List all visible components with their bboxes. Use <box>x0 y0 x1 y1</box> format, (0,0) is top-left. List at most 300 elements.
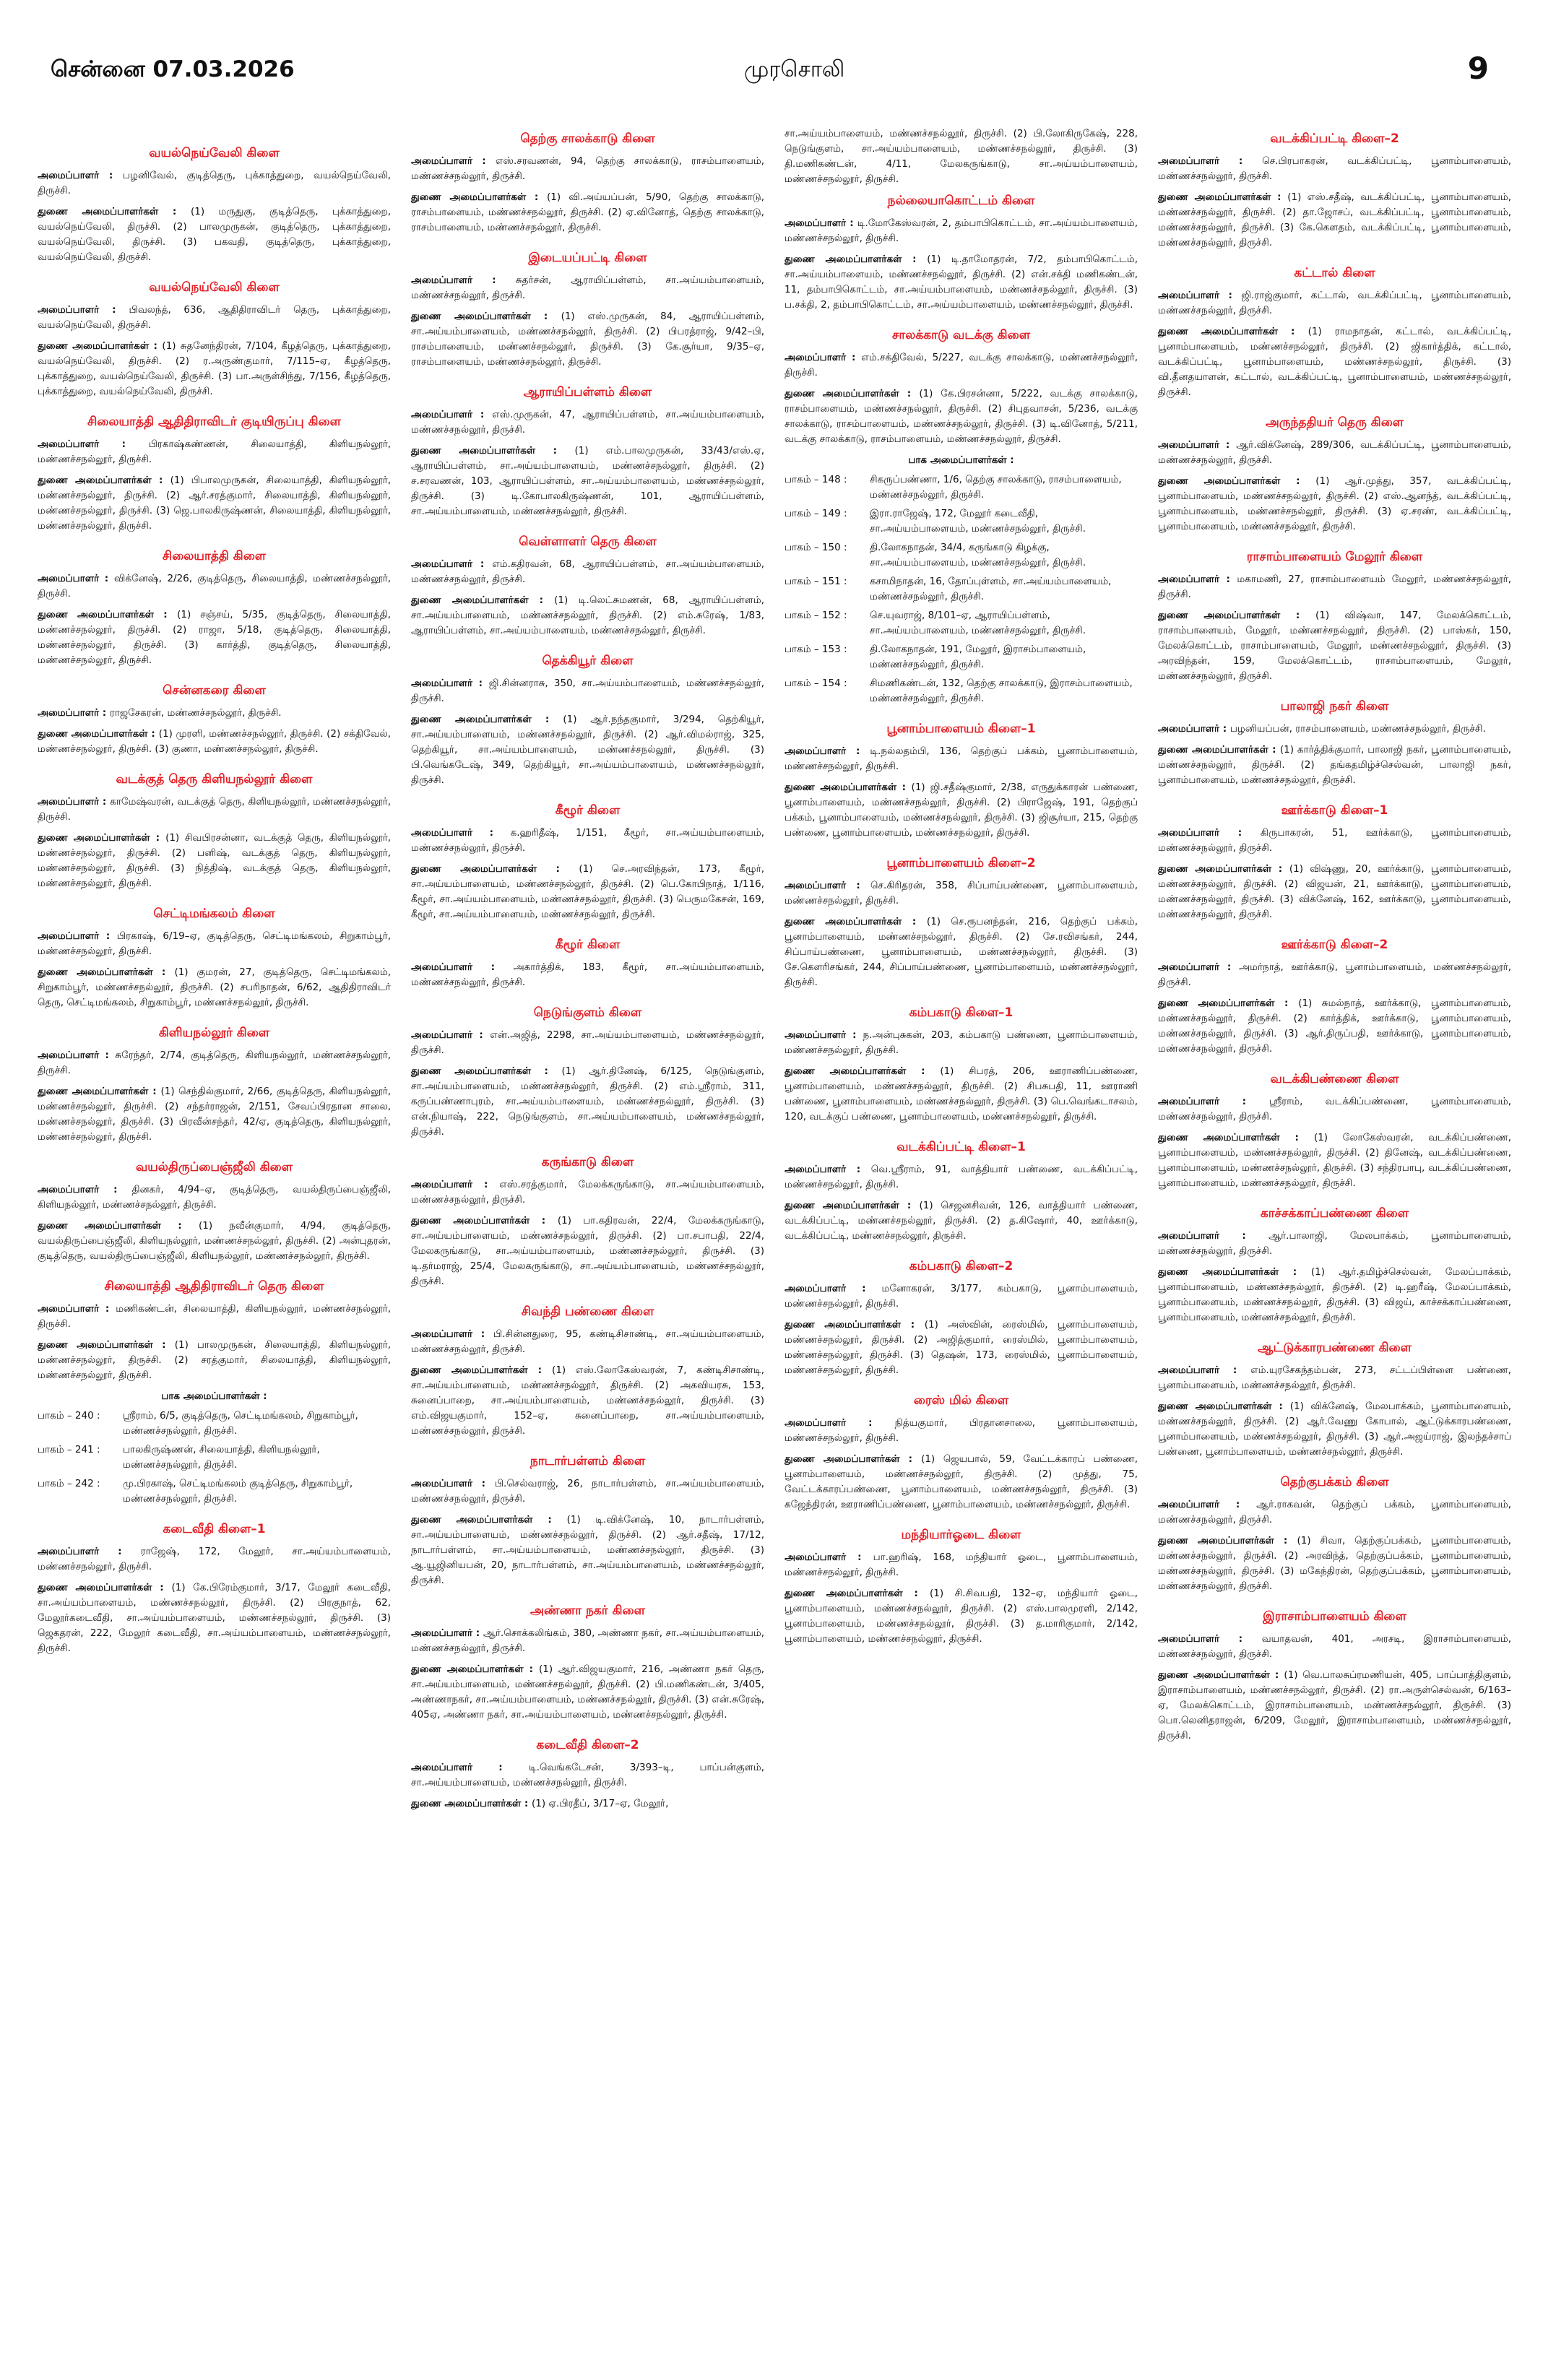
column-3 <box>785 126 1138 2373</box>
deputies-label: துணை அமைப்பாளர்கள் : <box>1158 191 1288 203</box>
branch-heading: இராசாம்பாளையம் கிளை <box>1263 1609 1406 1624</box>
branch-section <box>411 1603 764 1723</box>
branch-deputies: துணை அமைப்பாளர்கள் : (1) மருதுகு, குடித்தெரு, புக்காத்துறை, வயல்நெய்வேலி, திருச்சி. (2) பாலமுருகன், குடித்தெரு, புக்காத்துறை, வயல்நெய்வேலி, திருச்சி. (3) பகவதி, குடித்தெரு, புக்காத்துறை, வயல்நெய்வேலி, திருச்சி. <box>38 206 391 263</box>
branch-section <box>1158 698 1511 788</box>
deputies-label: துணை அமைப்பாளர்கள் : <box>411 1065 562 1077</box>
branch-heading: காச்சக்காப்பண்ணை கிளை <box>1260 1206 1409 1221</box>
deputies-label: துணை அமைப்பாளர்கள் : <box>411 1514 567 1526</box>
branch-deputies: துணை அமைப்பாளர்கள் : (1) ராமநாதன், கட்டால், வடக்கிப்பட்டி, பூனாம்பாளையம், மண்ணச்சநல்லூர், திருச்சி. (2) ஜிகார்த்திக், கட்டால், வடக்கிப்பட்டி, பூனாம்பாளையம், மண்ணச்சநல்லூர், திருச்சி. (3) வி.தீனதயாளன், கட்டால், வடக்கிப்பட்டி, பூனாம்பாளையம், மண்ணச்சநல்லூர், திருச்சி. <box>1158 326 1511 398</box>
deputies-label: துணை அமைப்பாளர்கள் : <box>1158 744 1280 756</box>
branch-section <box>1158 1340 1511 1460</box>
branch-deputies: துணை அமைப்பாளர்கள் : (1) கே.பிரேம்குமார், 3/17, மேலூர் கடைவீதி, சா.அய்யம்பாளையம், மண்ணச்சநல்லூர், திருச்சி. (2) பிரகுநாத், 62, மேலூர்கடைவீதி, சா.அய்யம்பாளையம், மண்ணச்சநல்லூர், திருச்சி. (3) ஜெகதரன், 222, மேலூர் கடைவீதி, சா.அய்யம்பாளையம், மண்ணச்சநல்லூர், திருச்சி. <box>38 1582 391 1654</box>
branch-heading: கடைவீதி கிளை–1 <box>163 1522 266 1536</box>
branch-leader: அமைப்பாளர் : ஆர்.விக்னேஷ், 289/306, வடக்கிப்பட்டி, பூனாம்பாளையம், மண்ணச்சநல்லூர், திருச்சி. <box>1158 439 1511 466</box>
pk-number: பாகம் – 151 : <box>785 576 847 587</box>
branch-deputies: துணை அமைப்பாளர்கள் : (1) பா.கதிரவன், 22/4, மேலக்கருங்காடு, சா.அய்யம்பாளையம், மண்ணச்சநல்லூர், திருச்சி. (2) பா.சபாபதி, 22/4, மேலகருங்காடு, சா.அய்யம்பாளையம், மண்ணச்சநல்லூர், திருச்சி. (3) டி.தர்மராஜ், 25/4, மேலகருங்காடு, சா.அய்யம்பாளையம், மண்ணச்சநல்லூர், திருச்சி. <box>411 1215 764 1287</box>
branch-deputies: துணை அமைப்பாளர்கள் : (1) ஜி.சதீஷ்குமார், 2/38, எருதுக்காரன் பண்ணை, பூனாம்பாளையம், மண்ணச்சநல்லூர், திருச்சி. (2) பிராஜேஷ், 191, தெற்குப் பக்கம், பூனாம்பாளையம், மண்ணச்சநல்லூர், திருச்சி. (3) ஜிசூர்யா, 215, தெற்கு பண்ணை, பூனாம்பாளையம், மண்ணச்சநல்லூர், திருச்சி. <box>785 782 1138 839</box>
leader-label: அமைப்பாளர் : <box>1158 439 1237 451</box>
branch-deputies: துணை அமைப்பாளர்கள் : (1) சிவா, தெற்குப்பக்கம், பூனாம்பாளையம், மண்ணச்சநல்லூர், திருச்சி. (2) அரவிந்த், தெற்குப்பக்கம், பூனாம்பாளையம், மண்ணச்சநல்லூர், திருச்சி. (3) மகேந்திரன், தெற்குப்பக்கம், பூனாம்பாளையம், மண்ணச்சநல்லூர், திருச்சி. <box>1158 1535 1511 1592</box>
leader-label: அமைப்பாளர் : <box>38 1050 116 1061</box>
branch-deputies: துணை அமைப்பாளர்கள் : (1) லோகேஸ்வரன், வடக்கிப்பண்ணை, பூனாம்பாளையம், மண்ணச்சநல்லூர், திருச்சி. (2) தினேஷ், வடக்கிப்பண்ணை, பூனாம்பாளையம், மண்ணச்சநல்லூர், திருச்சி. (3) சந்திரபாபு, வடக்கிப்பண்ணை, பூனாம்பாளையம், மண்ணச்சநல்லூர், திருச்சி. <box>1158 1132 1511 1189</box>
leader-label: அமைப்பாளர் : <box>1158 1230 1269 1242</box>
leader-label: அமைப்பாளர் : <box>38 1184 132 1195</box>
pk-number: பாகம் – 241 : <box>38 1444 100 1455</box>
pk-number: பாகம் – 149 : <box>785 508 847 519</box>
branch-section <box>785 193 1138 313</box>
branch-heading: வடக்கிப்பட்டி கிளை–2 <box>1270 131 1399 146</box>
branch-leader: அமைப்பாளர் : க.ஹரிதீஷ், 1/151, கீழூர், சா.அய்யம்பாளையம், மண்ணச்சநல்லூர், திருச்சி. <box>411 827 764 854</box>
branch-deputies: துணை அமைப்பாளர்கள் : (1) குமரன், 27, குடித்தெரு, செட்டிமங்கலம், சிறுகாம்பூர், மண்ணச்சநல்லூர், திருச்சி. (2) சபரிநாதன், 6/62, ஆதிதிராவிடர் தெரு, செட்டிமங்கலம், சிறுகாம்பூர், மண்ணச்சநல்லூர், திருச்சி. <box>38 966 391 1008</box>
leader-label: அமைப்பாளர் : <box>1158 827 1261 839</box>
pk-row <box>785 608 1138 639</box>
branch-section <box>38 548 391 668</box>
branch-leader: அமைப்பாளர் : பிரகாஷ்கண்ணன், சிலையாத்தி, கிளியநல்லூர், மண்ணச்சநல்லூர், திருச்சி. <box>38 438 391 465</box>
branch-deputies: துணை அமைப்பாளர்கள் : (1) ஆர்.விஜயகுமார், 216, அண்ணா நகர் தெரு, சா.அய்யம்பாளையம், மண்ணச்சநல்லூர், திருச்சி. (2) பி.மணிகண்டன், 3/405, அண்ணாநகர், சா.அய்யம்பாளையம், மண்ணச்சநல்லூர், திருச்சி. (3) என்.சுரேஷ், 405ஏ, அண்ணா நகர், சா.அய்யம்பாளையம், மண்ணச்சநல்லூர், திருச்சி. <box>411 1663 764 1721</box>
branch-heading: பாலாஜி நகர் கிளை <box>1280 699 1389 714</box>
branch-heading: கிளியநல்லூர் கிளை <box>158 1026 270 1040</box>
newspaper-name: முரசொலி <box>744 56 845 82</box>
deputies-label: துணை அமைப்பாளர்கள் : <box>785 782 912 793</box>
branch-leader: அமைப்பாளர் : அகார்த்திக், 183, கீழூர், சா.அய்யம்பாளையம், மண்ணச்சநல்லூர், திருச்சி. <box>411 961 764 988</box>
branch-heading: நெடுங்குளம் கிளை <box>533 1005 642 1020</box>
branch-leader: அமைப்பாளர் : ஆர்.பாலாஜி, மேலபாக்கம், பூனாம்பாளையம், மண்ணச்சநல்லூர், திருச்சி. <box>1158 1230 1511 1257</box>
deputies-label: துணை அமைப்பாளர்கள் : <box>411 311 561 322</box>
branch-deputies: துணை அமைப்பாளர்கள் : (1) விஷ்ணு, 20, ஊர்க்காடு, பூனாம்பாளையம், மண்ணச்சநல்லூர், திருச்சி. (2) விஜயன், 21, ஊர்க்காடு, பூனாம்பாளையம், மண்ணச்சநல்லூர், திருச்சி. (3) விக்னேஷ், 162, ஊர்க்காடு, பூனாம்பாளையம், மண்ணச்சநல்லூர், திருச்சி. <box>1158 863 1511 920</box>
branch-section <box>38 771 391 891</box>
leader-label: அமைப்பாளர் : <box>785 1029 863 1041</box>
leader-label: அமைப்பாளர் : <box>1158 723 1230 735</box>
branch-section <box>411 384 764 519</box>
branch-heading: கீழூர் கிளை <box>555 938 621 952</box>
pk-address: ஸ்ரீராம், 6/5, குடித்தெரு, செட்டிமங்கலம், சிறுகாம்பூர், மண்ணச்சநல்லூர், திருச்சி. <box>123 1410 358 1437</box>
branch-leader: அமைப்பாளர் : பிவலந்த், 636, ஆதிதிராவிடர் தெரு, புக்காத்துறை, வயல்நெய்வேலி, திருச்சி. <box>38 304 391 331</box>
leader-label: அமைப்பாளர் : <box>785 1283 882 1294</box>
deputies-label: துணை அமைப்பாளர்கள் : <box>1158 1669 1284 1681</box>
branch-heading: வயல்திருப்பைஞ்ஜீலி கிளை <box>135 1160 293 1174</box>
deputies-label: துணை அமைப்பாளர்கள் : <box>38 1582 172 1593</box>
leader-label: அமைப்பாளர் : <box>1158 1096 1269 1107</box>
branch-heading: மந்தியார்ஓடை கிளை <box>901 1528 1021 1542</box>
branch-leader: அமைப்பாளர் : மணிகண்டன், சிலையாத்தி, கிளியநல்லூர், மண்ணச்சநல்லூர், திருச்சி. <box>38 1303 391 1330</box>
branch-deputies: துணை அமைப்பாளர்கள் : (1) சி.சிவபதி, 132–ஏ, மந்தியார் ஓடை, பூனாம்பாளையம், மண்ணச்சநல்லூர், திருச்சி. (2) எஸ்.பாலமுரளி, 2/142, பூனாம்பாளையம், மண்ணச்சநல்லூர், திருச்சி. (3) த.மாரிகுமார், 2/142, பூனாம்பாளையம், மண்ணச்சநல்லூர், திருச்சி. <box>785 1588 1138 1645</box>
leader-label: அமைப்பாளர் : <box>411 1179 500 1190</box>
pk-number: பாகம் – 242 : <box>38 1478 100 1489</box>
edition-date: சென்னை 07.03.2026 <box>51 56 295 82</box>
branch-leader: அமைப்பாளர் : ராஜேஷ், 172, மேலூர், சா.அய்யம்பாளையம், மண்ணச்சநல்லூர், திருச்சி. <box>38 1546 391 1572</box>
continued-text: சா.அய்யம்பாளையம், மண்ணச்சநல்லூர், திருச்சி. (2) பி.லோகிருகேஷ், 228, நெடுங்குளம், சா.அய்யம்பாளையம், மண்ணச்சநல்லூர், திருச்சி. (3) தி.மணிகண்டன், 4/11, மேலகருங்காடு, சா.அய்யம்பாளையம், மண்ணச்சநல்லூர், திருச்சி. <box>785 128 1138 185</box>
branch-heading: ஆராயிப்பள்ளம் கிளை <box>523 385 652 399</box>
deputies-label: துணை அமைப்பாளர்கள் : <box>38 1086 161 1097</box>
branch-deputies: துணை அமைப்பாளர்கள் : (1) ஏ.பிரதீப், 3/17–ஏ, மேலூர், <box>411 1798 669 1809</box>
branch-heading: கடைவீதி கிளை–2 <box>536 1738 639 1752</box>
pk-number: பாகம் – 152 : <box>785 610 847 621</box>
pk-row <box>38 1476 391 1507</box>
branch-section <box>38 145 391 265</box>
branch-section <box>38 1159 391 1264</box>
pk-row <box>785 676 1138 706</box>
pk-row <box>38 1408 391 1439</box>
branch-section <box>785 721 1138 841</box>
branch-section <box>38 1025 391 1145</box>
branch-heading: வயல்நெய்வேலி கிளை <box>149 280 280 295</box>
branch-deputies: துணை அமைப்பாளர்கள் : (1) விக்னேஷ், மேலபாக்கம், பூனாம்பாளையம், மண்ணச்சநல்லூர், திருச்சி. (2) ஆர்.வேணு கோபால், ஆட்டுக்காரபண்ணை, பூனாம்பாளையம், மண்ணச்சநல்லூர், திருச்சி. (3) ஆர்.அஜய்ராஜ், இலந்தச்சாப் பண்ணை, பூனாம்பாளையம், மண்ணச்சநல்லூர், திருச்சி. <box>1158 1401 1511 1458</box>
leader-label: அமைப்பாளர் : <box>1158 1364 1251 1376</box>
page-number: 9 <box>1467 51 1489 86</box>
leader-label: அமைப்பாளர் : <box>38 796 111 808</box>
branch-heading: ராசாம்பாளையம் மேலூர் கிளை <box>1246 550 1423 564</box>
leader-label: அமைப்பாளர் : <box>411 1328 493 1340</box>
branch-section <box>411 250 764 370</box>
deputies-label: துணை அமைப்பாளர்கள் : <box>1158 863 1289 875</box>
branch-heading: சிவந்தி பண்ணை கிளை <box>521 1304 654 1319</box>
branch-leader: அமைப்பாளர் : எஸ்.சரத்குமார், மேலக்கருங்காடு, சா.அய்யம்பாளையம், மண்ணச்சநல்லூர், திருச்சி. <box>411 1179 764 1206</box>
deputies-label: துணை அமைப்பாளர்கள் : <box>785 916 927 927</box>
branch-deputies: துணை அமைப்பாளர்கள் : (1) எஸ்.லோகேஸ்வரன், 7, கண்டிசிசாண்டி, சா.அய்யம்பாளையம், மண்ணச்சநல்லூர், திருச்சி. (2) அகவியரசு, 153, சுனைப்பாறை, சா.அய்யம்பாளையம், மண்ணச்சநல்லூர், திருச்சி. (3) எம்.விஜயகுமார், 152–ஏ, சுனைப்பாறை, சா.அய்யம்பாளையம், மண்ணச்சநல்லூர், திருச்சி. <box>411 1364 764 1437</box>
branch-leader: அமைப்பாளர் : விக்னேஷ், 2/26, குடித்தெரு, சிலையாத்தி, மண்ணச்சநல்லூர், திருச்சி. <box>38 573 391 600</box>
branch-deputies: துணை அமைப்பாளர்கள் : (1) செந்தில்குமார், 2/66, குடித்தெரு, கிளியநல்லூர், மண்ணச்சநல்லூர், திருச்சி. (2) சந்தர்ராஜன், 2/151, சேவப்பிரதான சாலை, மண்ணச்சநல்லூர், திருச்சி. (3) பிரவீன்சந்தர், 42/ஏ, குடித்தெரு, கிளியநல்லூர், மண்ணச்சநல்லூர், திருச்சி. <box>38 1086 391 1143</box>
branch-section <box>1158 802 1511 922</box>
deputies-label: துணை அமைப்பாளர்கள் : <box>38 966 175 978</box>
branch-deputies: துணை அமைப்பாளர்கள் : (1) ஜெயபால், 59, வேட்டக்காரப் பண்ணை, பூனாம்பாளையம், மண்ணச்சநல்லூர், திருச்சி. (2) முத்து, 75, வேட்டக்காரப்பண்ணை, பூனாம்பாளையம், மண்ணச்சநல்லூர், திருச்சி. (3) கஜேந்திரன், ஊராணிப்பண்ணை, பூனாம்பாளையம், மண்ணச்சநல்லூர், திருச்சி. <box>785 1453 1138 1510</box>
leader-label: அமைப்பாளர் : <box>38 707 110 719</box>
branch-deputies: துணை அமைப்பாளர்கள் : (1) ஆர்.முத்து, 357, வடக்கிப்பட்டி, பூனாம்பாளையம், மண்ணச்சநல்லூர், திருச்சி. (2) எஸ்.ஆனந்த், வடக்கிப்பட்டி, பூனாம்பாளையம், மண்ணச்சநல்லூர், திருச்சி. (3) ஏ.சரண், வடக்கிப்பட்டி, பூனாம்பாளையம், மண்ணச்சநல்லூர், திருச்சி. <box>1158 475 1511 532</box>
branch-deputies: துணை அமைப்பாளர்கள் : (1) சஞ்சய், 5/35, குடித்தெரு, சிலையாத்தி, மண்ணச்சநல்லூர், திருச்சி. (2) ராஜா, 5/18, குடித்தெரு, சிலையாத்தி, மண்ணச்சநல்லூர், திருச்சி. (3) கார்த்தி, குடித்தெரு, சிலையாத்தி, மண்ணச்சநல்லூர், திருச்சி. <box>38 609 391 666</box>
branch-leader: அமைப்பாளர் : எம்.சக்திவேல், 5/227, வடக்கு சாலக்காடு, மண்ணச்சநல்லூர், திருச்சி. <box>785 352 1138 378</box>
pk-address: பாலகிருஷ்ணன், சிலையாத்தி, கிளியநல்லூர், மண்ணச்சநல்லூர், திருச்சி. <box>123 1444 320 1471</box>
leader-label: அமைப்பாளர் : <box>1158 961 1240 973</box>
pk-address: கசாமிநாதன், 16, தோப்புள்ளம், சா.அய்யம்பாளையம், மண்ணச்சநல்லூர், திருச்சி. <box>870 576 1112 602</box>
pk-heading: பாக அமைப்பாளர்கள் : <box>908 454 1014 466</box>
deputies-label: துணை அமைப்பாளர்கள் : <box>1158 475 1316 487</box>
branch-leader: அமைப்பாளர் : டி.நல்லதம்பி, 136, தெற்குப் பக்கம், பூனாம்பாளையம், மண்ணச்சநல்லூர், திருச்சி. <box>785 745 1138 772</box>
pk-row <box>785 642 1138 672</box>
branch-deputies: துணை அமைப்பாளர்கள் : (1) செ.அரவிந்தன், 173, கீழூர், சா.அய்யம்பாளையம், மண்ணச்சநல்லூர், திருச்சி. (2) பெ.கோபிநாத், 1/116, கீழூர், சா.அய்யம்பாளையம், மண்ணச்சநல்லூர், திருச்சி. (3) பெருமகேசன், 169, கீழூர், சா.அய்யம்பாளையம், மண்ணச்சநல்லூர், திருச்சி. <box>411 863 764 920</box>
branch-leader: அமைப்பாளர் : ராஜசேகரன், மண்ணச்சநல்லூர், திருச்சி. <box>38 707 282 719</box>
branch-deputies: துணை அமைப்பாளர்கள் : (1) ஆர்.தமிழ்ச்செல்வன், மேலப்பாக்கம், பூனாம்பாளையம், மண்ணச்சநல்லூர், திருச்சி. (2) டி.ஹரீஷ், மேலப்பாக்கம், பூனாம்பாளையம், மண்ணச்சநல்லூர், திருச்சி. (3) விஜய், காச்சக்காப்பண்ணை, பூனாம்பாளையம், மண்ணச்சநல்லூர், திருச்சி. <box>1158 1266 1511 1323</box>
deputies-label: துணை அமைப்பாளர்கள் : <box>411 594 555 606</box>
pk-number: பாகம் – 148 : <box>785 474 847 485</box>
branch-heading: கீழூர் கிளை <box>555 803 621 818</box>
leader-label: அமைப்பாளர் : <box>785 1417 895 1429</box>
leader-label: அமைப்பாளர் : <box>1158 155 1263 167</box>
branch-section <box>785 327 1138 706</box>
branch-leader: அமைப்பாளர் : வயாதவன், 401, அரசடி, இராசாம்பாளையம், மண்ணச்சநல்லூர், திருச்சி. <box>1158 1633 1511 1660</box>
branch-deputies: துணை அமைப்பாளர்கள் : (1) சுதனேந்திரன், 7/104, கீழத்தெரு, புக்காத்துறை, வயல்நெய்வேலி, திருச்சி. (2) ர.அருண்குமார், 7/115–ஏ, கீழத்தெரு, புக்காத்துறை, வயல்நெய்வேலி, திருச்சி. (3) பா.அருள்சிந்து, 7/156, கீழத்தெரு, புக்காத்துறை, வயல்நெய்வேலி, திருச்சி. <box>38 340 391 397</box>
column-4 <box>1158 126 1511 2373</box>
branch-section <box>411 1304 764 1439</box>
branch-deputies: துணை அமைப்பாளர்கள் : (1) செ.ரூபனந்தன், 216, தெற்குப் பக்கம், பூனாம்பாளையம், மண்ணச்சநல்லூர், திருச்சி. (2) சே.ரவிசங்கர், 244, சிப்பாய்பண்ணை, பூனாம்பாளையம், மண்ணச்சநல்லூர், திருச்சி. (3) சே.கௌரிசங்கர், 244, சிப்பாய்பண்ணை, பூனாம்பாளையம், மண்ணச்சநல்லூர், திருச்சி. <box>785 916 1138 988</box>
deputies-label: துணை அமைப்பாளர்கள் : <box>411 1663 540 1675</box>
branch-leader: அமைப்பாளர் : செ.கிரிதரன், 358, சிப்பாய்பண்ணை, பூனாம்பாளையம், மண்ணச்சநல்லூர், திருச்சி. <box>785 880 1138 906</box>
branch-heading: நாடார்பள்ளம் கிளை <box>530 1454 646 1468</box>
branch-section <box>785 1393 1138 1513</box>
deputies-label: துணை அமைப்பாளர்கள் : <box>785 1065 941 1077</box>
deputies-label: துணை அமைப்பாளர்கள் : <box>38 609 178 620</box>
branch-leader: அமைப்பாளர் : பிரகாஷ், 6/19–ஏ, குடித்தெரு, செட்டிமங்கலம், சிறுகாம்பூர், மண்ணச்சநல்லூர், திருச்சி. <box>38 930 391 957</box>
deputies-label: துணை அமைப்பாளர்கள் : <box>1158 1535 1297 1546</box>
branch-heading: பூனாம்பாளையம் கிளை–2 <box>886 856 1036 870</box>
deputies-label: துணை அமைப்பாளர்கள் : <box>411 714 563 725</box>
pk-address: இரா.ராஜேஷ், 172, மேலூர் கடைவீதி, சா.அய்யம்பாளையம், மண்ணச்சநல்லூர், திருச்சி. <box>870 508 1086 535</box>
pk-address: செ.யுவராஜ், 8/101–ஏ, ஆராயிப்பள்ளம், சா.அய்யம்பாளையம், மண்ணச்சநல்லூர், திருச்சி. <box>870 610 1086 636</box>
branch-deputies: துணை அமைப்பாளர்கள் : (1) எஸ்.முருகன், 84, ஆராயிப்பள்ளம், சா.அய்யம்பாளையம், மண்ணச்சநல்லூர், திருச்சி. (2) பிபரத்ராஜ், 9/42–பி, ராசம்பாளையம், மண்ணச்சநல்லூர், திருச்சி. (3) கே.சூர்யா, 9/35–ஏ, ராசம்பாளையம், மண்ணச்சநல்லூர், திருச்சி. <box>411 311 764 368</box>
leader-label: அமைப்பாளர் : <box>411 678 489 689</box>
branch-section <box>1158 549 1511 684</box>
branch-section <box>1158 265 1511 400</box>
branch-section <box>38 1521 391 1656</box>
deputies-label: துணை அமைப்பாளர்கள் : <box>38 475 170 486</box>
leader-label: அமைப்பாளர் : <box>411 1762 529 1773</box>
pk-number: பாகம் – 153 : <box>785 644 847 655</box>
branch-deputies: துணை அமைப்பாளர்கள் : (1) முரளி, மண்ணச்சநல்லூர், திருச்சி. (2) சக்திவேல், மண்ணச்சநல்லூர், திருச்சி. (3) குணா, மண்ணச்சநல்லூர், திருச்சி. <box>38 728 391 755</box>
branch-leader: அமைப்பாளர் : எஸ்.சரவணன், 94, தெற்கு சாலக்காடு, ராசம்பாளையம், மண்ணச்சநல்லூர், திருச்சி. <box>411 155 764 182</box>
leader-label: அமைப்பாளர் : <box>1158 574 1237 585</box>
branch-deputies: துணை அமைப்பாளர்கள் : (1) கே.பிரசன்னா, 5/222, வடக்கு சாலக்காடு, ராசம்பாளையம், மண்ணச்சநல்லூர், திருச்சி. (2) சிபுதவாசன், 5/236, வடக்கு சாலக்காடு, ராசம்பாளையம், மண்ணச்சநல்லூர், திருச்சி. (3) டி.வினோத், 5/211, வடக்கு சாலக்காடு, ராசம்பாளையம், மண்ணச்சநல்லூர், திருச்சி. <box>785 388 1138 445</box>
deputies-label: துணை அமைப்பாளர்கள் : <box>1158 1401 1290 1412</box>
branch-heading: அண்ணா நகர் கிளை <box>530 1604 645 1618</box>
branch-leader: அமைப்பாளர் : ஸ்ரீராம், வடக்கிப்பண்ணை, பூனாம்பாளையம், மண்ணச்சநல்லூர், திருச்சி. <box>1158 1096 1511 1122</box>
branch-leader: அமைப்பாளர் : ஆர்.ராகவன், தெற்குப் பக்கம், பூனாம்பாளையம், மண்ணச்சநல்லூர், திருச்சி. <box>1158 1499 1511 1526</box>
deputies-label: துணை அமைப்பாளர்கள் : <box>411 1215 558 1226</box>
column-2 <box>411 126 764 2373</box>
leader-label: அமைப்பாளர் : <box>411 274 516 286</box>
branch-heading: வயல்நெய்வேலி கிளை <box>149 146 280 160</box>
pk-row <box>785 574 1138 605</box>
branch-leader: அமைப்பாளர் : காமேஷ்வரன், வடக்குத் தெரு, கிளியநல்லூர், மண்ணச்சநல்லூர், திருச்சி. <box>38 796 391 823</box>
branch-section <box>785 1527 1138 1647</box>
deputies-label: துணை அமைப்பாளர்கள் : <box>1158 610 1316 621</box>
leader-label: அமைப்பாளர் : <box>38 438 149 450</box>
branch-section <box>411 1005 764 1140</box>
pk-address: சிகருப்பண்ணா, 1/6, தெற்கு சாலக்காடு, ராசம்பாளையம், மண்ணச்சநல்லூர், திருச்சி. <box>870 474 1122 501</box>
deputies-label: துணை அமைப்பாளர்கள் : <box>38 1339 175 1351</box>
branch-leader: அமைப்பாளர் : ந.அன்புசுகன், 203, கம்பகாடு பண்ணை, பூனாம்பாளையம், மண்ணச்சநல்லூர், திருச்சி. <box>785 1029 1138 1056</box>
branch-heading: கருங்காடு கிளை <box>541 1155 634 1169</box>
branch-deputies: துணை அமைப்பாளர்கள் : (1) எம்.பாலமுருகன், 33/43/எஸ்.ஏ, ஆராயிப்பள்ளம், சா.அய்யம்பாளையம், மண்ணச்சநல்லூர், திருச்சி. (2) ச.சரவணன், 103, ஆராயிப்பள்ளம், சா.அய்யம்பாளையம், மண்ணச்சநல்லூர், திருச்சி. (3) டி.கோபாலகிருஷ்ணன், 101, ஆராயிப்பள்ளம், சா.அய்யம்பாளையம், மண்ணச்சநல்லூர், திருச்சி. <box>411 445 764 517</box>
branch-leader: அமைப்பாளர் : நித்யகுமார், பிரதானசாலை, பூனாம்பாளையம், மண்ணச்சநல்லூர், திருச்சி. <box>785 1417 1138 1444</box>
branch-section <box>785 1258 1138 1378</box>
branch-deputies: துணை அமைப்பாளர்கள் : (1) டி.தாமோதரன், 7/2, தம்பாபிகொட்டம், சா.அய்யம்பாளையம், மண்ணச்சநல்லூர், திருச்சி. (2) என்.சக்தி மணிகண்டன், 11, தம்பாபிகொட்டம், சா.அய்யம்பாளையம், மண்ணச்சநல்லூர், திருச்சி. (3) ப.சக்தி, 2, தம்பாபிகொட்டம், சா.அய்யம்பாளையம், மண்ணச்சநல்லூர், திருச்சி. <box>785 254 1138 311</box>
branch-section <box>1158 1206 1511 1325</box>
pk-heading: பாக அமைப்பாளர்கள் : <box>161 1390 267 1402</box>
branch-section <box>1158 415 1511 535</box>
masthead <box>0 0 1543 87</box>
branch-leader: அமைப்பாளர் : தினகர், 4/94–ஏ, குடித்தெரு, வயல்திருப்பைஞ்ஜீலி, கிளியநல்லூர், மண்ணச்சநல்லூர், திருச்சி. <box>38 1184 391 1211</box>
branch-heading: தெற்குபக்கம் கிளை <box>1280 1475 1389 1489</box>
branch-leader: அமைப்பாளர் : ஆர்.சொக்கலிங்கம், 380, அண்ணா நகர், சா.அய்யம்பாளையம், மண்ணச்சநல்லூர், திருச்சி. <box>411 1627 764 1654</box>
leader-label: அமைப்பாளர் : <box>38 1546 141 1557</box>
branch-heading: சிலையாத்தி ஆதிதிராவிடர் தெரு கிளை <box>104 1279 324 1294</box>
branch-heading: சாலக்காடு வடக்கு கிளை <box>891 328 1031 342</box>
branch-heading: கட்டால் கிளை <box>1294 266 1375 280</box>
branch-leader: அமைப்பாளர் : மனோகரன், 3/177, கம்பகாடு, பூனாம்பாளையம், மண்ணச்சநல்லூர், திருச்சி. <box>785 1283 1138 1310</box>
branch-heading: வடக்கிப்பட்டி கிளை–1 <box>896 1140 1026 1154</box>
branch-section <box>38 280 391 399</box>
branch-deputies: துணை அமைப்பாளர்கள் : (1) டி.லெட்சுமணன், 68, ஆராயிப்பள்ளம், சா.அய்யம்பாளையம், மண்ணச்சநல்லூர், திருச்சி. (2) எம்.சுரேஷ், 1/83, ஆராயிப்பள்ளம், சா.அய்யம்பாளையம், மண்ணச்சநல்லூர், திருச்சி. <box>411 594 764 636</box>
branch-heading: சென்னகரை கிளை <box>163 683 266 698</box>
branch-deputies: துணை அமைப்பாளர்கள் : (1) விஷ்வா, 147, மேலக்கொட்டம், ராசாம்பாளையம், மேலூர், மண்ணச்சநல்லூர், திருச்சி. (2) பாஸ்கர், 150, மேலக்கொட்டம், ராசாம்பாளையம், மேலூர், மண்ணச்சநல்லூர், திருச்சி. (3) அரவிந்தன், 159, மேலக்கொட்டம், ராசாம்பாளையம், மேலூர், மண்ணச்சநல்லூர், திருச்சி. <box>1158 610 1511 682</box>
branch-section <box>1158 1474 1511 1594</box>
branch-heading: வடக்குத் தெரு கிளியநல்லூர் கிளை <box>116 772 313 787</box>
leader-label: அமைப்பாளர் : <box>411 409 493 420</box>
leader-label: அமைப்பாளர் : <box>785 1164 871 1175</box>
pk-address: தி.லோகநாதன், 34/4, கருங்காடு கிழக்கு, சா.அய்யம்பாளையம், மண்ணச்சநல்லூர், திருச்சி. <box>870 542 1086 568</box>
pk-address: தி.லோகநாதன், 191, மேலூர், இராசம்பாளையம், மண்ணச்சநல்லூர், திருச்சி. <box>870 644 1086 670</box>
branch-deputies: துணை அமைப்பாளர்கள் : (1) நவீன்குமார், 4/94, குடித்தெரு, வயல்திருப்பைஞ்ஜீலி, கிளியநல்லூர், மண்ணச்சநல்லூர், திருச்சி. (2) அன்புதரன், குடித்தெரு, வயல்திருப்பைஞ்ஜீலி, கிளியநல்லூர், மண்ணச்சநல்லூர், திருச்சி. <box>38 1220 391 1262</box>
branch-leader: அமைப்பாளர் : பழனியப்பன், ராசம்பாளையம், மண்ணச்சநல்லூர், திருச்சி. <box>1158 723 1486 735</box>
branch-leader: அமைப்பாளர் : டி.வெங்கடேசன், 3/393–டி, பாப்பன்குளம், சா.அய்யம்பாளையம், மண்ணச்சநல்லூர், திருச்சி. <box>411 1762 764 1788</box>
branch-heading: கம்பகாடு கிளை–2 <box>909 1259 1013 1273</box>
pk-number: பாகம் – 240 : <box>38 1410 100 1421</box>
leader-label: அமைப்பாளர் : <box>1158 1633 1262 1645</box>
deputies-label: துணை அமைப்பாளர்கள் : <box>785 1319 925 1330</box>
leader-label: அமைப்பாளர் : <box>785 880 871 891</box>
branch-section <box>411 1453 764 1588</box>
column-1 <box>38 126 391 2373</box>
deputies-label: துணை அமைப்பாளர்கள் : <box>1158 998 1299 1009</box>
leader-label: அமைப்பாளர் : <box>411 1029 490 1041</box>
leader-label: அமைப்பாளர் : <box>38 930 117 942</box>
branch-section <box>1158 937 1511 1057</box>
leader-label: அமைப்பாளர் : <box>1158 290 1242 301</box>
branch-deputies: துணை அமைப்பாளர்கள் : (1) சிபரத், 206, ஊராணிப்பண்ணை, பூனாம்பாளையம், மண்ணச்சநல்லூர், திருச்சி. (2) சிபசுபதி, 11, ஊராணி பண்ணை, பூனாம்பாளையம், மண்ணச்சநல்லூர், திருச்சி. (3) பெ.வெங்கடாசலம், 120, வடக்குப் பண்ணை, பூனாம்பாளையம், மண்ணச்சநல்லூர், திருச்சி. <box>785 1065 1138 1122</box>
branch-heading: நல்லையாகொட்டம் கிளை <box>887 194 1035 208</box>
branch-heading: ஊர்க்காடு கிளை–1 <box>1281 803 1388 818</box>
branch-leader: அமைப்பாளர் : சுதர்சன், ஆராயிப்பள்ளம், சா.அய்யம்பாளையம், மண்ணச்சநல்லூர், திருச்சி. <box>411 274 764 301</box>
pk-row <box>785 540 1138 571</box>
branch-heading: இடையப்பட்டி கிளை <box>528 251 647 265</box>
branch-section <box>411 534 764 639</box>
branch-leader: அமைப்பாளர் : எம்.யுரசேகந்தம்பன், 273, சட்டப்பிள்ளை பண்ணை, பூனாம்பாளையம், மண்ணச்சநல்லூர், திருச்சி. <box>1158 1364 1511 1391</box>
deputies-label: துணை அமைப்பாளர்கள் : <box>38 728 159 740</box>
branch-section <box>1158 1609 1511 1744</box>
leader-label: அமைப்பாளர் : <box>38 170 124 181</box>
leader-label: அமைப்பாளர் : <box>785 352 862 363</box>
branch-leader: அமைப்பாளர் : ஜி.சின்னராசு, 350, சா.அய்யம்பாளையம், மண்ணச்சநல்லூர், திருச்சி. <box>411 678 764 704</box>
leader-label: அமைப்பாளர் : <box>411 961 514 973</box>
leader-label: அமைப்பாளர் : <box>1158 1499 1257 1510</box>
branch-deputies: துணை அமைப்பாளர்கள் : (1) வி.அய்யப்பன், 5/90, தெற்கு சாலக்காடு, ராசம்பாளையம், மண்ணச்சநல்லூர், திருச்சி. (2) ஏ.வினோத், தெற்கு சாலக்காடு, ராசம்பாளையம், மண்ணச்சநல்லூர், திருச்சி. <box>411 191 764 233</box>
branch-section <box>411 653 764 788</box>
branch-section <box>785 855 1138 990</box>
branch-deputies: துணை அமைப்பாளர்கள் : (1) பிபாலமுருகன், சிலையாத்தி, கிளியநல்லூர், மண்ணச்சநல்லூர், திருச்சி. (2) ஆர்.சரத்குமார், சிலையாத்தி, கிளியநல்லூர், மண்ணச்சநல்லூர், திருச்சி. (3) ஜெ.பாலகிருஷ்ணன், சிலையாத்தி, கிளியநல்லூர், மண்ணச்சநல்லூர், திருச்சி. <box>38 475 391 532</box>
leader-label: அமைப்பாளர் : <box>38 1303 116 1315</box>
branch-leader: அமைப்பாளர் : டி.மோகேஸ்வரன், 2, தம்பாபிகொட்டம், சா.அய்யம்பாளையம், மண்ணச்சநல்லூர், திருச்சி. <box>785 217 1138 244</box>
branch-heading: கம்பகாடு கிளை–1 <box>909 1005 1013 1020</box>
branch-section <box>411 937 764 990</box>
branch-section <box>38 683 391 757</box>
branch-deputies: துணை அமைப்பாளர்கள் : (1) வெ.பாலசுப்ரமணியன், 405, பாப்பாத்திகுளம், இராசாம்பாளையம், மண்ணச்சநல்லூர், திருச்சி. (2) ரா.அருள்செல்வன், 6/163–ஏ, மேலக்கொட்டம், இராசாம்பாளையம், மண்ணச்சநல்லூர், திருச்சி. (3) பொ.லெனிதராஜன், 6/209, மேலூர், இராசாம்பாளையம், மண்ணச்சநல்லூர், திருச்சி. <box>1158 1669 1511 1741</box>
branch-deputies: துணை அமைப்பாளர்கள் : (1) ஆர்.தினேஷ், 6/125, நெடுங்குளம், சா.அய்யம்பாளையம், மண்ணச்சநல்லூர், திருச்சி. (2) எம்.ஸ்ரீராம், 311, கருப்பண்ணாபுரம், சா.அய்யம்பாளையம், மண்ணச்சநல்லூர், திருச்சி. (3) என்.நியாஷ், 222, நெடுங்குளம், சா.அய்யம்பாளையம், மண்ணச்சநல்லூர், திருச்சி. <box>411 1065 764 1138</box>
deputies-label: துணை அமைப்பாளர்கள் : <box>38 340 163 352</box>
leader-label: அமைப்பாளர் : <box>411 1478 495 1489</box>
leader-label: அமைப்பாளர் : <box>785 217 857 229</box>
leader-label: அமைப்பாளர் : <box>411 827 511 839</box>
branch-leader: அமைப்பாளர் : பழனிவேல், குடித்தெரு, புக்காத்துறை, வயல்நெய்வேலி, திருச்சி. <box>38 170 391 196</box>
leader-label: அமைப்பாளர் : <box>38 573 114 584</box>
deputies-label: துணை அமைப்பாளர்கள் : <box>411 1798 532 1809</box>
branch-deputies: துணை அமைப்பாளர்கள் : (1) ஆர்.நந்தகுமார், 3/294, தெற்கியூர், சா.அய்யம்பாளையம், மண்ணச்சநல்லூர், திருச்சி. (2) ஆர்.விமல்ராஜ், 325, தெற்கியூர், சா.அய்யம்பாளையம், மண்ணச்சநல்லூர், திருச்சி. (3) பி.வெங்கடேஷ், 349, தெற்கியூர், சா.அய்யம்பாளையம், மண்ணச்சநல்லூர், திருச்சி. <box>411 714 764 786</box>
branch-section <box>411 131 764 235</box>
deputies-label: துணை அமைப்பாளர்கள் : <box>1158 1266 1311 1278</box>
branch-leader: அமைப்பாளர் : பி.செல்வராஜ், 26, நாடார்பள்ளம், சா.அய்யம்பாளையம், மண்ணச்சநல்லூர், திருச்சி. <box>411 1478 764 1505</box>
branch-leader: அமைப்பாளர் : மகாமணி, 27, ராசாம்பாளையம் மேலூர், மண்ணச்சநல்லூர், திருச்சி. <box>1158 574 1511 600</box>
branch-deputies: துணை அமைப்பாளர்கள் : (1) செஜனசிவன், 126, வாத்தியார் பண்ணை, வடக்கிப்பட்டி, மண்ணச்சநல்லூர், திருச்சி. (2) த.கிஷோர், 40, ஊர்க்காடு, வடக்கிப்பட்டி, மண்ணச்சநல்லூர், திருச்சி. <box>785 1200 1138 1242</box>
branch-heading: தெற்கு சாலக்காடு கிளை <box>520 131 655 146</box>
branch-leader: அமைப்பாளர் : பி.சின்னதுரை, 95, கண்டிசிசாண்டி, சா.அய்யம்பாளையம், மண்ணச்சநல்லூர், திருச்சி. <box>411 1328 764 1355</box>
column-top-spacer <box>38 126 391 141</box>
branch-section <box>411 1737 764 1812</box>
branch-heading: வெள்ளாளர் தெரு கிளை <box>519 535 657 549</box>
branch-deputies: துணை அமைப்பாளர்கள் : (1) எஸ்.சதீஷ், வடக்கிப்பட்டி, பூனாம்பாளையம், மண்ணச்சநல்லூர், திருச்சி. (2) தா.ஜோசப், வடக்கிப்பட்டி, பூனாம்பாளையம், மண்ணச்சநல்லூர், திருச்சி. (3) கே.கௌதம், வடக்கிப்பட்டி, பூனாம்பாளையம், மண்ணச்சநல்லூர், திருச்சி. <box>1158 191 1511 248</box>
branch-leader: அமைப்பாளர் : எம்.கதிரவன், 68, ஆராயிப்பள்ளம், சா.அய்யம்பாளையம், மண்ணச்சநல்லூர், திருச்சி. <box>411 558 764 585</box>
deputies-label: துணை அமைப்பாளர்கள் : <box>38 832 166 844</box>
branch-leader: அமைப்பாளர் : செ.பிரபாகரன், வடக்கிப்பட்டி, பூனாம்பாளையம், மண்ணச்சநல்லூர், திருச்சி. <box>1158 155 1511 182</box>
deputies-label: துணை அமைப்பாளர்கள் : <box>411 191 548 203</box>
deputies-label: துணை அமைப்பாளர்கள் : <box>785 388 920 399</box>
branch-heading: சிலையாத்தி கிளை <box>162 549 267 563</box>
article-columns <box>38 126 1511 2373</box>
pk-number: பாகம் – 150 : <box>785 542 847 553</box>
deputies-label: துணை அமைப்பாளர்கள் : <box>1158 1132 1314 1143</box>
branch-heading: ஊர்க்காடு கிளை–2 <box>1281 938 1388 952</box>
branch-section <box>785 1005 1138 1125</box>
pk-row <box>38 1442 391 1473</box>
leader-label: அமைப்பாளர் : <box>38 304 129 316</box>
branch-section <box>411 1154 764 1289</box>
branch-leader: அமைப்பாளர் : எஸ்.முருகன், 47, ஆராயிப்பள்ளம், சா.அய்யம்பாளையம், மண்ணச்சநல்லூர், திருச்சி. <box>411 409 764 436</box>
deputies-label: துணை அமைப்பாளர்கள் : <box>38 206 191 217</box>
branch-heading: சிலையாத்தி ஆதிதிராவிடர் குடியிருப்பு கிளை <box>87 415 341 429</box>
branch-heading: தெக்கியூர் கிளை <box>542 654 634 668</box>
branch-deputies: துணை அமைப்பாளர்கள் : (1) சிவபிரசன்னா, வடக்குத் தெரு, கிளியநல்லூர், மண்ணச்சநல்லூர், திருச்சி. (2) பனிஷ், வடக்குத் தெரு, கிளியநல்லூர், மண்ணச்சநல்லூர், திருச்சி. (3) நித்திஷ், வடக்குத் தெரு, கிளியநல்லூர், மண்ணச்சநல்லூர், திருச்சி. <box>38 832 391 889</box>
pk-row <box>785 472 1138 503</box>
branch-heading: பூனாம்பாளையம் கிளை–1 <box>886 722 1036 736</box>
branch-section <box>411 802 764 922</box>
deputies-label: துணை அமைப்பாளர்கள் : <box>1158 326 1308 337</box>
pk-number: பாகம் – 154 : <box>785 678 847 689</box>
pk-row <box>785 506 1138 537</box>
branch-section <box>38 906 391 1011</box>
branch-section <box>38 414 391 534</box>
branch-section <box>785 1139 1138 1244</box>
branch-deputies: துணை அமைப்பாளர்கள் : (1) டி.விக்னேஷ், 10, நாடார்பள்ளம், சா.அய்யம்பாளையம், மண்ணச்சநல்லூர், திருச்சி. (2) ஆர்.சதீஷ், 17/12, நாடார்பள்ளம், சா.அய்யம்பாளையம், மண்ணச்சநல்லூர், திருச்சி. (3) ஆ.யூஜினியபன், 20, நாடார்பள்ளம், சா.அய்யம்பாளையம், மண்ணச்சநல்லூர், திருச்சி. <box>411 1514 764 1586</box>
branch-leader: அமைப்பாளர் : என்.அஜித், 2298, சா.அய்யம்பாளையம், மண்ணச்சநல்லூர், திருச்சி. <box>411 1029 764 1056</box>
branch-heading: அருந்ததியர் தெரு கிளை <box>1265 415 1404 430</box>
branch-leader: அமைப்பாளர் : ஜி.ராஜ்குமார், கட்டால், வடக்கிப்பட்டி, பூனாம்பாளையம், மண்ணச்சநல்லூர், திருச்சி. <box>1158 290 1511 316</box>
branch-deputies: துணை அமைப்பாளர்கள் : (1) கார்த்திக்குமார், பாலாஜி நகர், பூனாம்பாளையம், மண்ணச்சநல்லூர், திருச்சி. (2) தங்கதமிழ்ச்செல்வன், பாலாஜி நகர், பூனாம்பாளையம், மண்ணச்சநல்லூர், திருச்சி. <box>1158 744 1511 786</box>
leader-label: அமைப்பாளர் : <box>785 1552 873 1563</box>
branch-heading: ஆட்டுக்காரபண்ணை கிளை <box>1258 1341 1412 1355</box>
branch-deputies: துணை அமைப்பாளர்கள் : (1) சுமல்நாத், ஊர்க்காடு, பூனாம்பாளையம், மண்ணச்சநல்லூர், திருச்சி. (2) கார்த்திக், ஊர்க்காடு, பூனாம்பாளையம், மண்ணச்சநல்லூர், திருச்சி. (3) ஆர்.திருப்பதி, ஊர்க்காடு, பூனாம்பாளையம், மண்ணச்சநல்லூர், திருச்சி. <box>1158 998 1511 1055</box>
deputies-label: துணை அமைப்பாளர்கள் : <box>38 1220 199 1232</box>
branch-heading: செட்டிமங்கலம் கிளை <box>153 906 275 921</box>
branch-section <box>1158 1071 1511 1191</box>
leader-label: அமைப்பாளர் : <box>411 558 493 570</box>
branch-heading: வடக்கிபண்ணை கிளை <box>1270 1072 1399 1086</box>
deputies-label: துணை அமைப்பாளர்கள் : <box>785 254 928 265</box>
deputies-label: துணை அமைப்பாளர்கள் : <box>785 1453 922 1465</box>
leader-label: அமைப்பாளர் : <box>411 1627 483 1639</box>
leader-label: அமைப்பாளர் : <box>411 155 496 167</box>
deputies-label: துணை அமைப்பாளர்கள் : <box>785 1588 930 1599</box>
branch-deputies: துணை அமைப்பாளர்கள் : (1) பாலமுருகன், சிலையாத்தி, கிளியநல்லூர், மண்ணச்சநல்லூர், திருச்சி. (2) சரத்குமார், சிலையாத்தி, கிளியநல்லூர், மண்ணச்சநல்லூர், திருச்சி. <box>38 1339 391 1381</box>
deputies-label: துணை அமைப்பாளர்கள் : <box>411 863 579 875</box>
branch-deputies: துணை அமைப்பாளர்கள் : (1) அஸ்வின், ரைஸ்மில், பூனாம்பாளையம், மண்ணச்சநல்லூர், திருச்சி. (2) அஜித்குமார், ரைஸ்மில், பூனாம்பாளையம், மண்ணச்சநல்லூர், திருச்சி. (3) தெஷன், 173, ரைஸ்மில், பூனாம்பாளையம், மண்ணச்சநல்லூர், திருச்சி. <box>785 1319 1138 1376</box>
branch-leader: அமைப்பாளர் : கிருபாகரன், 51, ஊர்க்காடு, பூனாம்பாளையம், மண்ணச்சநல்லூர், திருச்சி. <box>1158 827 1511 854</box>
branch-leader: அமைப்பாளர் : வெ.ஸ்ரீராம், 91, வாத்தியார் பண்ணை, வடக்கிப்பட்டி, மண்ணச்சநல்லூர், திருச்சி. <box>785 1164 1138 1190</box>
branch-heading: ரைஸ் மில் கிளை <box>913 1393 1009 1408</box>
